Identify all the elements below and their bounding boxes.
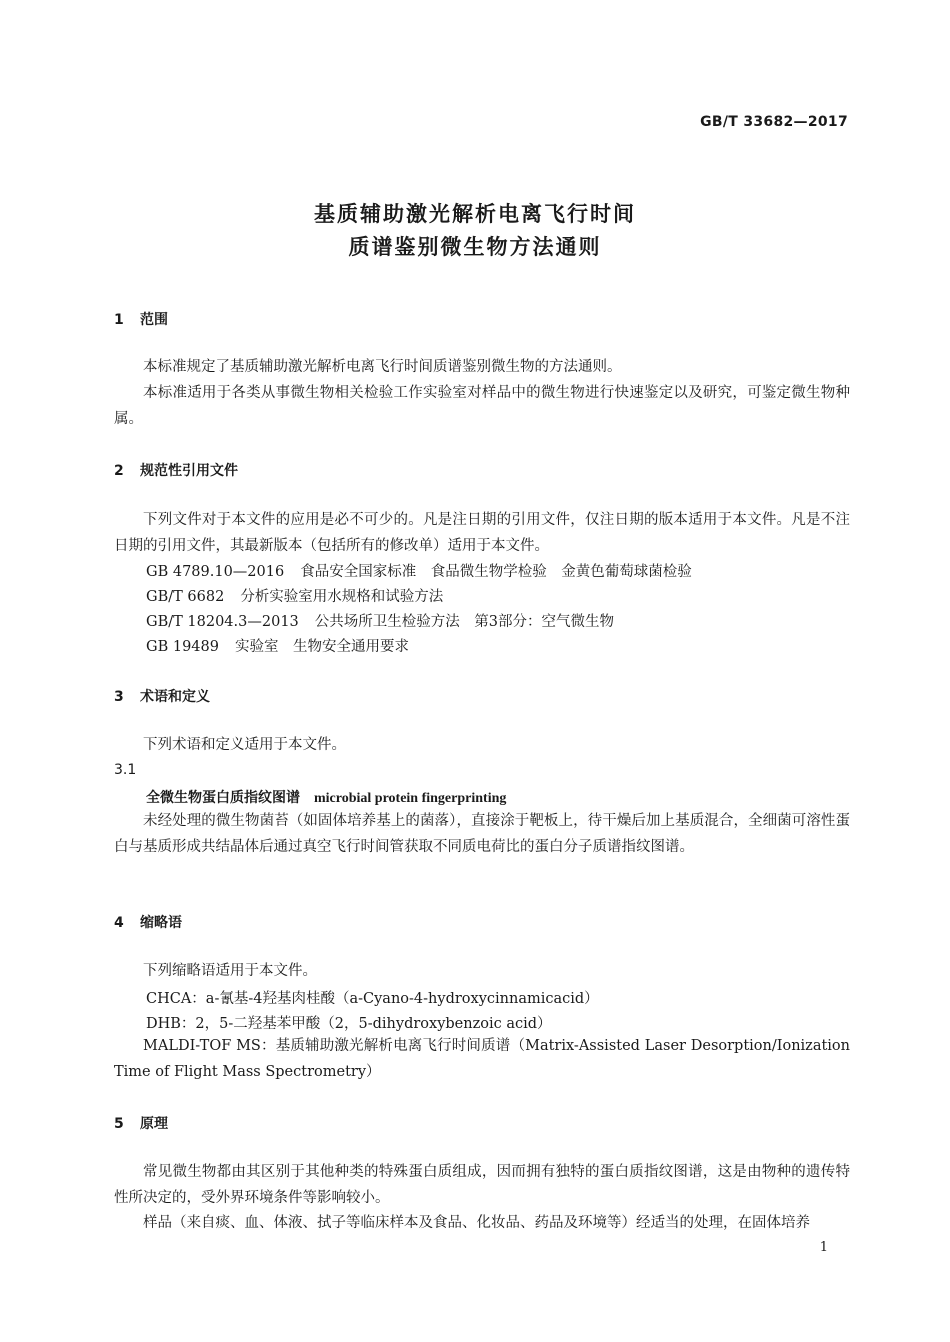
section-title: 原理	[140, 1116, 168, 1132]
term-english: microbial protein fingerprinting	[314, 791, 507, 806]
reference-item	[146, 610, 614, 631]
document-title-line1: 基质辅助激光解析电离飞行时间	[314, 202, 636, 226]
section-5-heading	[114, 1113, 168, 1133]
document-title-line2: 质谱鉴别微生物方法通则	[348, 235, 602, 259]
reference-item	[146, 635, 409, 656]
paragraph: 常见微生物都由其区别于其他种类的特殊蛋白质组成，因而拥有独特的蛋白质指纹图谱，这是由物种的遗传特性所决定的，受外界环境条件等影响较小。	[114, 1164, 850, 1206]
section-number: 4	[114, 915, 124, 931]
section-number: 5	[114, 1116, 124, 1132]
reference-item	[146, 585, 443, 606]
reference-title: 实验室 生物安全通用要求	[234, 639, 409, 655]
term-definition: 未经处理的微生物菌苔（如固体培养基上的菌落），直接涂于靶板上，待干燥后加上基质混合，全细菌可溶性蛋白与基质形成共结晶体后通过真空飞行时间管获取不同质电荷比的蛋白分子质谱指纹图谱。	[114, 813, 850, 855]
page-number: 1	[819, 1240, 828, 1255]
paragraph: 下列缩略语适用于本文件。	[143, 963, 317, 979]
reference-title: 公共场所卫生检验方法 第3部分：空气微生物	[314, 614, 615, 630]
paragraph: 本标准适用于各类从事微生物相关检验工作实验室对样品中的微生物进行快速鉴定以及研究，可鉴定微生物种属。	[114, 385, 850, 427]
section-3-heading	[114, 686, 210, 706]
paragraph: 下列术语和定义适用于本文件。	[143, 737, 346, 753]
section-1-heading	[114, 309, 168, 329]
abbreviation-item: CHCA：a-氰基-4羟基肉桂酸（a-Cyano-4-hydroxycinnamicacid）	[146, 991, 599, 1007]
section-title: 规范性引用文件	[140, 463, 238, 479]
reference-item	[146, 560, 692, 581]
standard-number: GB/T 33682—2017	[700, 114, 848, 130]
section-2-heading	[114, 460, 238, 480]
term-chinese: 全微生物蛋白质指纹图谱	[146, 790, 300, 806]
paragraph: 样品（来自痰、血、体液、拭子等临床样本及食品、化妆品、药品及环境等）经适当的处理，在固体培养	[143, 1215, 810, 1231]
reference-title: 分析实验室用水规格和试验方法	[240, 589, 444, 605]
reference-code: GB/T 18204.3—2013	[146, 614, 299, 630]
reference-title: 食品安全国家标准 食品微生物学检验 金黄色葡萄球菌检验	[300, 564, 692, 580]
section-number: 2	[114, 463, 124, 479]
section-title: 缩略语	[140, 915, 182, 931]
section-number: 1	[114, 312, 124, 328]
term-number: 3.1	[114, 762, 137, 778]
paragraph: 本标准规定了基质辅助激光解析电离飞行时间质谱鉴别微生物的方法通则。	[143, 359, 622, 375]
abbreviation-item: MALDI-TOF MS：基质辅助激光解析电离飞行时间质谱（Matrix-Assisted Laser Desorption/Ionization Time of Flight Mass Spectrometry）	[114, 1038, 850, 1080]
section-number: 3	[114, 689, 124, 705]
term-heading	[146, 787, 506, 807]
section-title: 术语和定义	[140, 689, 210, 705]
abbreviation-item: DHB：2，5-二羟基苯甲酸（2，5-dihydroxybenzoic acid）	[146, 1016, 552, 1032]
section-4-heading	[114, 912, 182, 932]
reference-code: GB 4789.10—2016	[146, 564, 285, 580]
section-title: 范围	[140, 312, 168, 328]
reference-code: GB/T 6682	[146, 589, 225, 605]
paragraph: 下列文件对于本文件的应用是必不可少的。凡是注日期的引用文件，仅注日期的版本适用于本文件。凡是不注日期的引用文件，其最新版本（包括所有的修改单）适用于本文件。	[114, 512, 850, 554]
reference-code: GB 19489	[146, 639, 219, 655]
